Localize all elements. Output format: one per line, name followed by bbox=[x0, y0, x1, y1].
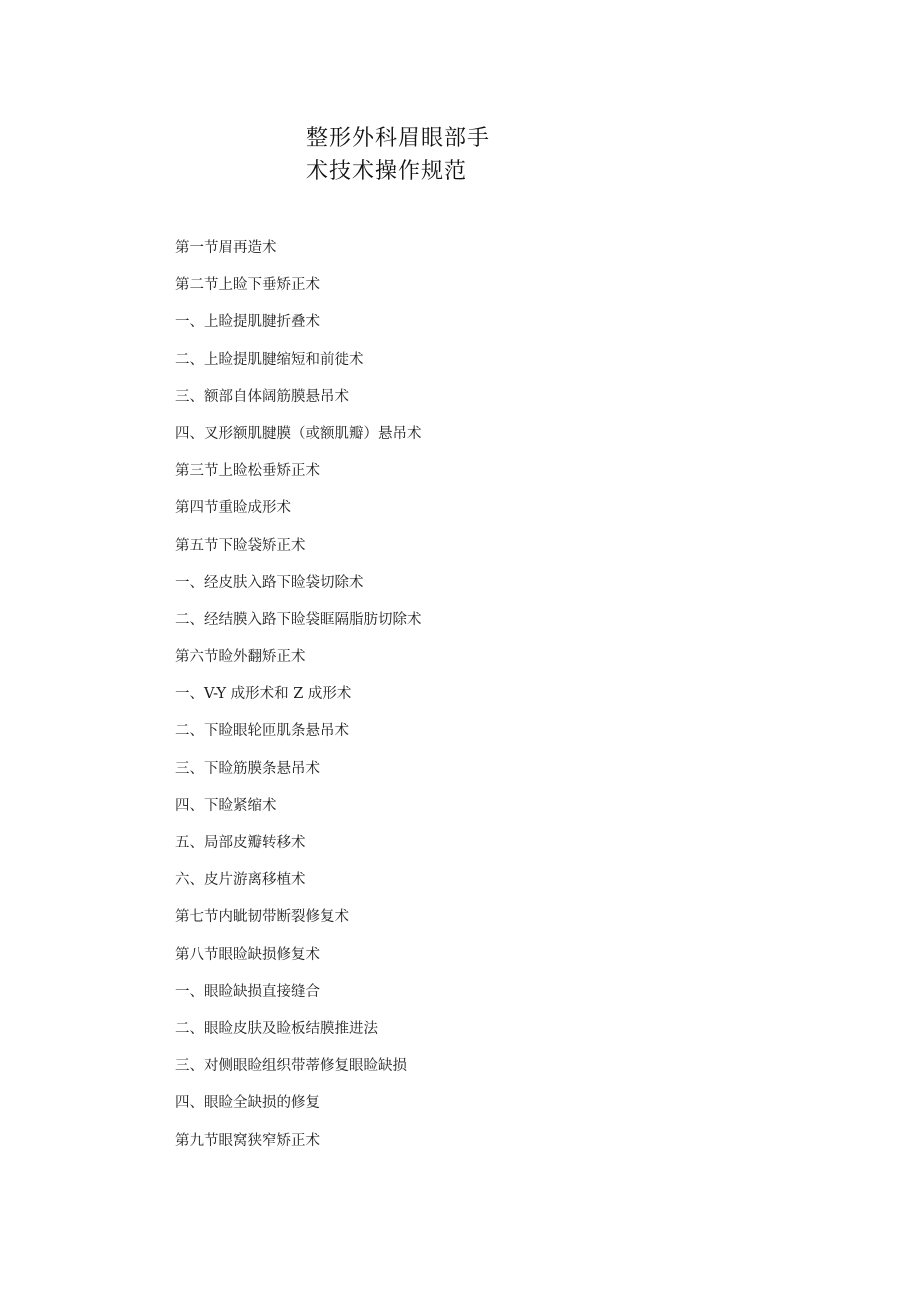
toc-item-8-3: 三、对侧眼睑组织带蒂修复眼睑缺损 bbox=[175, 1058, 407, 1075]
toc-item-6-4: 四、下睑紧缩术 bbox=[175, 797, 277, 814]
toc-item-5-2: 二、经结膜入路下睑袋眶隔脂肪切除术 bbox=[175, 611, 422, 628]
toc-item-2-2: 二、上睑提肌腱缩短和前徙术 bbox=[175, 351, 364, 368]
toc-item-section-3: 第三节上睑松垂矫正术 bbox=[175, 463, 320, 480]
toc-item-2-3: 三、额部自体阔筋膜悬吊术 bbox=[175, 388, 349, 405]
toc-item-section-4: 第四节重睑成形术 bbox=[175, 500, 291, 517]
toc-item-6-2: 二、下睑眼轮匝肌条悬吊术 bbox=[175, 723, 349, 740]
toc-item-6-3: 三、下睑筋膜条悬吊术 bbox=[175, 760, 320, 777]
document-title bbox=[306, 122, 566, 188]
toc-item-section-6: 第六节睑外翻矫正术 bbox=[175, 649, 306, 666]
toc-item-8-4: 四、眼睑全缺损的修复 bbox=[175, 1095, 320, 1112]
table-of-contents bbox=[175, 237, 775, 1167]
title-line-2: 术技术操作规范 bbox=[306, 159, 468, 184]
toc-item-section-5: 第五节下睑袋矫正术 bbox=[175, 537, 306, 554]
toc-item-5-1: 一、经皮肤入路下睑袋切除术 bbox=[175, 574, 364, 591]
toc-item-6-1: 一、V-Y 成形术和 Z 成形术 bbox=[175, 686, 352, 703]
title-line-1: 整形外科眉眼部手 bbox=[306, 126, 491, 151]
toc-item-6-5: 五、局部皮瓣转移术 bbox=[175, 835, 306, 851]
toc-item-section-1: 第一节眉再造术 bbox=[175, 240, 277, 256]
toc-item-2-1: 一、上睑提肌腱折叠术 bbox=[175, 314, 320, 331]
toc-item-8-1: 一、眼睑缺损直接缝合 bbox=[175, 983, 320, 1000]
toc-item-8-2: 二、眼睑皮肤及睑板结膜推进法 bbox=[175, 1020, 378, 1037]
toc-item-section-7: 第七节内眦韧带断裂修复术 bbox=[175, 909, 349, 926]
toc-item-2-4: 四、叉形额肌腱膜（或额肌瓣）悬吊术 bbox=[175, 425, 422, 442]
toc-item-section-9: 第九节眼窝狭窄矫正术 bbox=[175, 1132, 320, 1149]
toc-item-section-2: 第二节上睑下垂矫正术 bbox=[175, 277, 320, 294]
toc-item-section-8: 第八节眼睑缺损修复术 bbox=[175, 946, 320, 963]
toc-item-6-6: 六、皮片游离移植术 bbox=[175, 872, 306, 889]
